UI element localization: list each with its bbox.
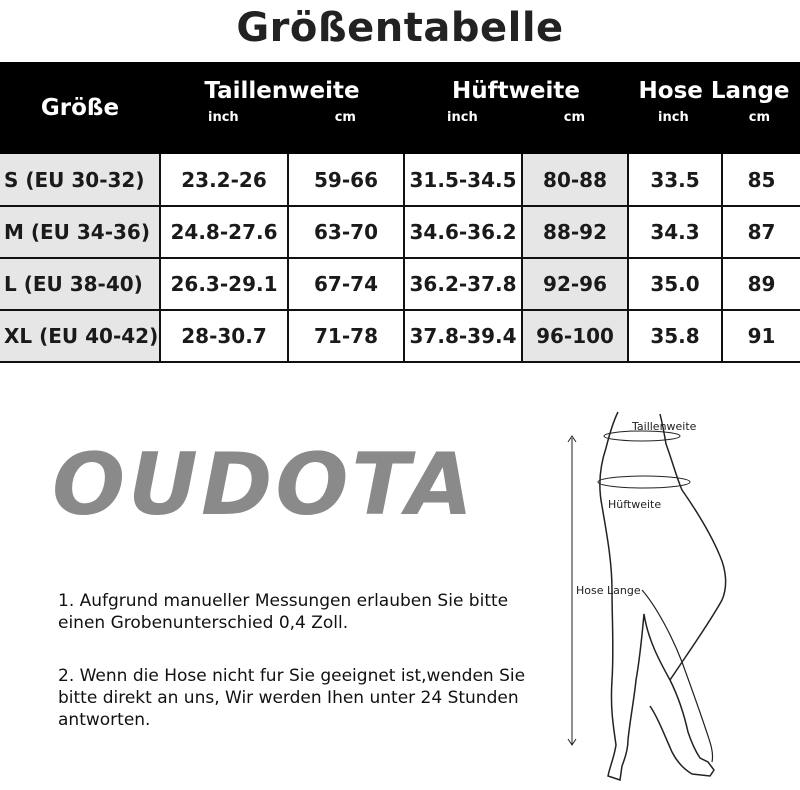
waist-unit-inch: inch [208,110,239,125]
page-title: Größentabelle [236,5,564,51]
hip-cm-cell: 88-92 [522,206,628,258]
waist-cm-cell: 71-78 [288,310,404,362]
size-cell: XL (EU 40-42) [0,310,160,362]
hip-inch-cell: 34.6-36.2 [404,206,522,258]
waist-cm-cell: 59-66 [288,154,404,206]
size-cell: S (EU 30-32) [0,154,160,206]
length-unit-inch: inch [658,110,689,125]
hip-column-header [404,62,628,154]
waist-figure-label: Taillenweite [632,420,697,433]
hip-inch-cell: 31.5-34.5 [404,154,522,206]
waist-inch-cell: 24.8-27.6 [160,206,288,258]
size-column-header: Größe [0,62,160,154]
waist-cm-cell: 67-74 [288,258,404,310]
length-column-header [628,62,800,154]
hip-unit-inch: inch [447,110,478,125]
hip-unit-cm: cm [563,110,585,125]
waist-header-label: Taillenweite [204,78,360,104]
note-measurement-tolerance: 1. Aufgrund manueller Messungen erlauben Sie bitte einen Grobenunterschied 0,4 Zoll. [58,591,509,633]
hip-cm-cell: 96-100 [522,310,628,362]
length-unit-cm: cm [748,110,771,125]
waist-unit-cm: cm [334,110,356,125]
table-row [0,206,800,258]
leggings-measurement-figure [560,400,800,790]
brand-logo: OUDOTA [52,435,476,535]
length-cm-cell: 91 [722,310,800,362]
waist-inch-cell: 26.3-29.1 [160,258,288,310]
length-inch-cell: 35.8 [628,310,722,362]
size-cell: M (EU 34-36) [0,206,160,258]
length-inch-cell: 35.0 [628,258,722,310]
waist-cm-cell: 63-70 [288,206,404,258]
hip-cm-cell: 80-88 [522,154,628,206]
size-cell: L (EU 38-40) [0,258,160,310]
note-contact: 2. Wenn die Hose nicht fur Sie geeignet ist,wenden Sie bitte direkt an uns, Wir werden Ihen unter 24 Stunden antworten. [58,666,526,730]
size-chart-table [0,62,800,363]
hip-figure-label: Hüftweite [608,498,662,511]
table-row [0,258,800,310]
waist-column-header [160,62,404,154]
length-cm-cell: 89 [722,258,800,310]
hip-header-label: Hüftweite [452,78,580,104]
table-header-row [0,62,800,154]
hip-inch-cell: 37.8-39.4 [404,310,522,362]
hip-inch-cell: 36.2-37.8 [404,258,522,310]
length-header-label: Hose Lange [638,78,790,104]
back-leg-outline [642,590,713,762]
length-figure-label: Hose Lange [576,584,641,597]
length-inch-cell: 34.3 [628,206,722,258]
length-cm-cell: 87 [722,206,800,258]
waist-inch-cell: 23.2-26 [160,154,288,206]
length-cm-cell: 85 [722,154,800,206]
length-inch-cell: 33.5 [628,154,722,206]
table-row [0,310,800,362]
table-row [0,154,800,206]
hip-measure-ring [598,476,690,488]
hip-cm-cell: 92-96 [522,258,628,310]
waist-inch-cell: 28-30.7 [160,310,288,362]
